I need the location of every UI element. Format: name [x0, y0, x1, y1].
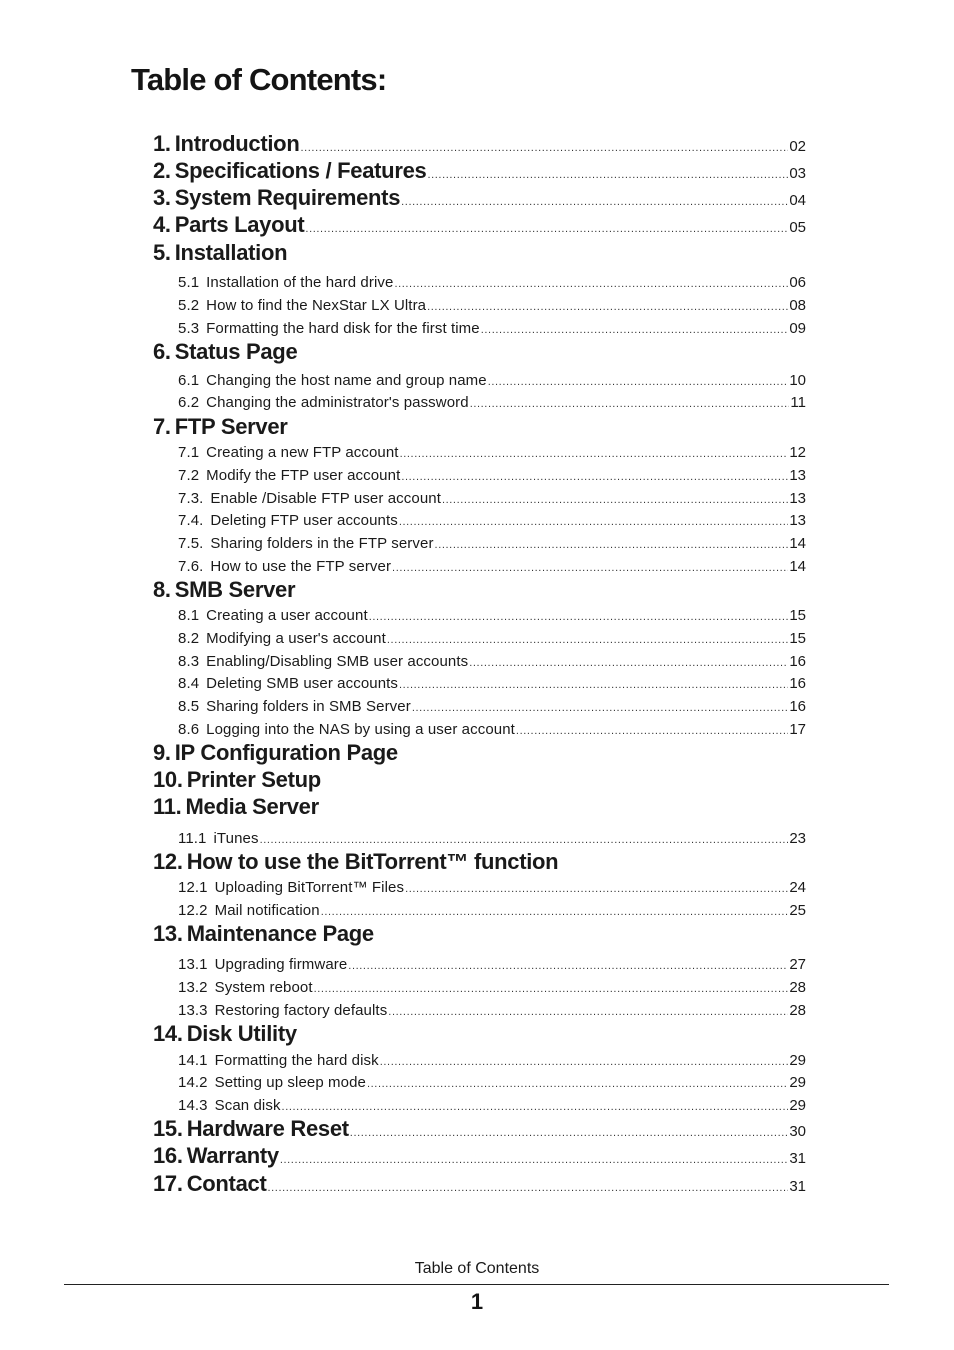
toc-entry-label: Changing the host name and group name [206, 372, 487, 389]
toc-entry-label: Restoring factory defaults [214, 1002, 388, 1019]
toc-entry-number: 7.3. [178, 490, 204, 507]
toc-entry-page: 16 [789, 675, 806, 692]
dot-leader [405, 883, 788, 895]
dot-leader [400, 448, 789, 460]
toc-entry-number: 8. [153, 577, 171, 602]
toc-entry-page: 16 [789, 653, 806, 670]
toc-entry-label: Formatting the hard disk for the first time [206, 320, 480, 337]
toc-subsection[interactable] [178, 698, 806, 720]
dot-leader [387, 634, 788, 646]
toc-entry-page: 06 [789, 274, 806, 291]
toc-section[interactable] [153, 921, 806, 949]
dot-leader [392, 562, 788, 574]
toc-section[interactable] [153, 1171, 806, 1199]
toc-entry-page: 08 [789, 297, 806, 314]
toc-entry-number: 8.1 [178, 607, 200, 624]
dot-leader [435, 539, 789, 551]
toc-entry-number: 13. [153, 921, 183, 946]
toc-section[interactable] [153, 414, 806, 442]
toc-entry-page: 09 [789, 320, 806, 337]
dot-leader [367, 1078, 788, 1090]
toc-entry-label: Formatting the hard disk [214, 1052, 379, 1069]
toc-section[interactable] [153, 131, 806, 159]
toc-entry-page: 28 [789, 979, 806, 996]
dot-leader [380, 1056, 789, 1068]
dot-leader [314, 983, 789, 995]
toc-section[interactable] [153, 339, 806, 367]
toc-section[interactable] [153, 1143, 806, 1171]
page-title: Table of Contents: [131, 62, 387, 97]
toc-entry-page: 13 [789, 467, 806, 484]
toc-entry-label: Logging into the NAS by using a user account [206, 721, 515, 738]
toc-subsection[interactable] [178, 1074, 806, 1096]
toc-entry-page: 03 [789, 165, 806, 182]
toc-entry-number: 5. [153, 240, 171, 265]
toc-entry-number: 15. [153, 1116, 183, 1141]
dot-leader [442, 494, 788, 506]
toc-entry-label: Uploading BitTorrent™ Files [214, 879, 405, 896]
toc-section[interactable] [153, 1116, 806, 1144]
toc-entry-label: Mail notification [214, 902, 320, 919]
toc-subsection[interactable] [178, 372, 806, 394]
dot-leader [305, 223, 788, 235]
toc-entry-page: 17 [789, 721, 806, 738]
toc-subsection[interactable] [178, 297, 806, 319]
toc-entry-number: 7.6. [178, 558, 204, 575]
toc-entry-page: 16 [789, 698, 806, 715]
toc-entry-page: 29 [789, 1074, 806, 1091]
toc-entry-number: 7.4. [178, 512, 204, 529]
toc-entry-page: 30 [789, 1123, 806, 1140]
dot-leader [300, 142, 788, 154]
toc-entry-label: Enabling/Disabling SMB user accounts [206, 653, 469, 670]
dot-leader [267, 1182, 788, 1194]
toc-subsection[interactable] [178, 490, 806, 512]
toc-entry-number: 14.1 [178, 1052, 208, 1069]
toc-entry-number: 8.6 [178, 721, 200, 738]
toc-entry-number: 5.3 [178, 320, 200, 337]
toc-entry-label: Enable /Disable FTP user account [210, 490, 441, 507]
toc-entry-label: System Requirements [174, 185, 401, 210]
toc-entry-page: 12 [789, 444, 806, 461]
dot-leader [260, 834, 789, 846]
toc-subsection[interactable] [178, 394, 806, 416]
toc-entry-label: Setting up sleep mode [214, 1074, 366, 1091]
toc-entry-number: 10. [153, 767, 183, 792]
toc-section[interactable] [153, 158, 806, 186]
dot-leader [481, 324, 789, 336]
toc-entry-number: 8.2 [178, 630, 200, 647]
toc-subsection[interactable] [178, 535, 806, 557]
dot-leader [469, 657, 788, 669]
toc-entry-number: 13.2 [178, 979, 208, 996]
toc-entry-label: Sharing folders in SMB Server [206, 698, 411, 715]
dot-leader [280, 1154, 788, 1166]
toc-entry-page: 10 [789, 372, 806, 389]
toc-entry-number: 11.1 [178, 830, 207, 847]
toc-section[interactable] [153, 185, 806, 213]
toc-subsection[interactable] [178, 630, 806, 652]
dot-leader [470, 398, 790, 410]
toc-entry-number: 14.3 [178, 1097, 208, 1114]
footer-label: Table of Contents [414, 1260, 540, 1277]
toc-subsection[interactable] [178, 653, 806, 675]
dot-leader [388, 1006, 788, 1018]
toc-entry-label: Printer Setup [186, 767, 321, 792]
toc-entry-number: 14.2 [178, 1074, 208, 1091]
toc-entry-label: Contact [186, 1171, 267, 1196]
dot-leader [427, 169, 788, 181]
toc-section[interactable] [153, 577, 806, 605]
toc-entry-number: 4. [153, 212, 171, 237]
toc-subsection[interactable] [178, 444, 806, 466]
toc-entry-number: 9. [153, 740, 171, 765]
toc-entry-page: 15 [789, 607, 806, 624]
toc-subsection[interactable] [178, 274, 806, 296]
toc-entry-label: How to use the BitTorrent™ function [186, 849, 559, 874]
dot-leader [427, 301, 788, 313]
toc-entry-number: 6.2 [178, 394, 200, 411]
toc-entry-number: 7.2 [178, 467, 200, 484]
toc-entry-page: 25 [789, 902, 806, 919]
toc-entry-number: 6. [153, 339, 171, 364]
toc-entry-number: 7.5. [178, 535, 204, 552]
toc-entry-number: 11. [153, 794, 182, 819]
toc-entry-number: 17. [153, 1171, 183, 1196]
toc-entry-number: 3. [153, 185, 171, 210]
toc-entry-page: 13 [789, 490, 806, 507]
toc-entry-page: 24 [789, 879, 806, 896]
toc-entry-label: System reboot [214, 979, 313, 996]
toc-entry-page: 11 [790, 394, 806, 411]
toc-entry-page: 14 [789, 558, 806, 575]
toc-entry-number: 7.1 [178, 444, 200, 461]
toc-entry-page: 05 [789, 219, 806, 236]
toc-subsection[interactable] [178, 956, 806, 978]
footer-divider [64, 1284, 889, 1285]
toc-entry-label: Sharing folders in the FTP server [210, 535, 434, 552]
toc-entry-number: 12.1 [178, 879, 208, 896]
toc-entry-number: 5.2 [178, 297, 200, 314]
toc-entry-number: 8.3 [178, 653, 200, 670]
toc-entry-label: Modify the FTP user account [206, 467, 401, 484]
toc-entry-label: Warranty [186, 1143, 279, 1168]
toc-entry-label: Maintenance Page [186, 921, 374, 946]
toc-entry-number: 16. [153, 1143, 183, 1168]
toc-section[interactable] [153, 740, 806, 768]
toc-entry-number: 5.1 [178, 274, 200, 291]
toc-entry-label: Modifying a user's account [206, 630, 386, 647]
toc-entry-number: 12.2 [178, 902, 208, 919]
toc-entry-number: 14. [153, 1021, 183, 1046]
dot-leader [412, 702, 789, 714]
toc-entry-page: 14 [789, 535, 806, 552]
toc-entry-label: Media Server [185, 794, 319, 819]
dot-leader [348, 960, 788, 972]
toc-entry-number: 8.5 [178, 698, 200, 715]
toc-entry-label: Upgrading firmware [214, 956, 348, 973]
toc-entry-number: 13.3 [178, 1002, 208, 1019]
toc-entry-label: Parts Layout [174, 212, 305, 237]
toc-entry-label: Introduction [174, 131, 300, 156]
toc-subsection[interactable] [178, 467, 806, 489]
toc-entry-page: 31 [789, 1150, 806, 1167]
toc-subsection[interactable] [178, 879, 806, 901]
toc-entry-number: 13.1 [178, 956, 208, 973]
toc-entry-number: 7. [153, 414, 171, 439]
toc-entry-label: Hardware Reset [186, 1116, 349, 1141]
dot-leader [399, 679, 788, 691]
toc-entry-label: IP Configuration Page [174, 740, 398, 765]
toc-section[interactable] [153, 767, 806, 795]
toc-entry-label: iTunes [213, 830, 259, 847]
toc-entry-label: Specifications / Features [174, 158, 427, 183]
toc-entry-label: Deleting FTP user accounts [210, 512, 398, 529]
toc-subsection[interactable] [178, 979, 806, 1001]
toc-entry-label: How to find the NexStar LX Ultra [206, 297, 427, 314]
toc-subsection[interactable] [178, 1052, 806, 1074]
toc-entry-page: 23 [789, 830, 806, 847]
toc-subsection[interactable] [178, 607, 806, 629]
toc-entry-number: 8.4 [178, 675, 200, 692]
toc-entry-number: 12. [153, 849, 183, 874]
toc-entry-number: 2. [153, 158, 171, 183]
toc-entry-page: 04 [789, 192, 806, 209]
toc-entry-number: 6.1 [178, 372, 200, 389]
toc-entry-page: 28 [789, 1002, 806, 1019]
toc-entry-page: 29 [789, 1052, 806, 1069]
toc-entry-number: 1. [153, 131, 171, 156]
toc-entry-page: 15 [789, 630, 806, 647]
toc-entry-label: SMB Server [174, 577, 296, 602]
dot-leader [401, 196, 788, 208]
toc-entry-page: 02 [789, 138, 806, 155]
toc-entry-page: 27 [789, 956, 806, 973]
toc-entry-page: 13 [789, 512, 806, 529]
toc-section[interactable] [153, 212, 806, 240]
dot-leader [282, 1101, 789, 1113]
toc-entry-label: Status Page [174, 339, 298, 364]
toc-entry-label: FTP Server [174, 414, 288, 439]
dot-leader [394, 278, 788, 290]
toc-subsection[interactable] [178, 675, 806, 697]
toc-section[interactable] [153, 1021, 806, 1049]
dot-leader [399, 516, 788, 528]
toc-section[interactable] [153, 240, 806, 268]
toc-entry-label: Installation [174, 240, 288, 265]
toc-section[interactable] [153, 849, 806, 877]
toc-entry-label: Disk Utility [186, 1021, 297, 1046]
dot-leader [488, 376, 789, 388]
toc-entry-page: 31 [789, 1178, 806, 1195]
dot-leader [350, 1127, 789, 1139]
toc-entry-page: 29 [789, 1097, 806, 1114]
dot-leader [401, 471, 788, 483]
page-number: 1 [470, 1289, 484, 1314]
dot-leader [516, 725, 788, 737]
toc-entry-label: Scan disk [214, 1097, 281, 1114]
toc-entry-label: Creating a new FTP account [206, 444, 399, 461]
toc-entry-label: How to use the FTP server [210, 558, 392, 575]
toc-entry-label: Installation of the hard drive [206, 274, 394, 291]
toc-subsection[interactable] [178, 512, 806, 534]
toc-entry-label: Creating a user account [206, 607, 368, 624]
toc-entry-label: Deleting SMB user accounts [206, 675, 399, 692]
toc-section[interactable] [153, 794, 806, 822]
toc-entry-label: Changing the administrator's password [206, 394, 469, 411]
dot-leader [321, 906, 789, 918]
dot-leader [369, 611, 789, 623]
